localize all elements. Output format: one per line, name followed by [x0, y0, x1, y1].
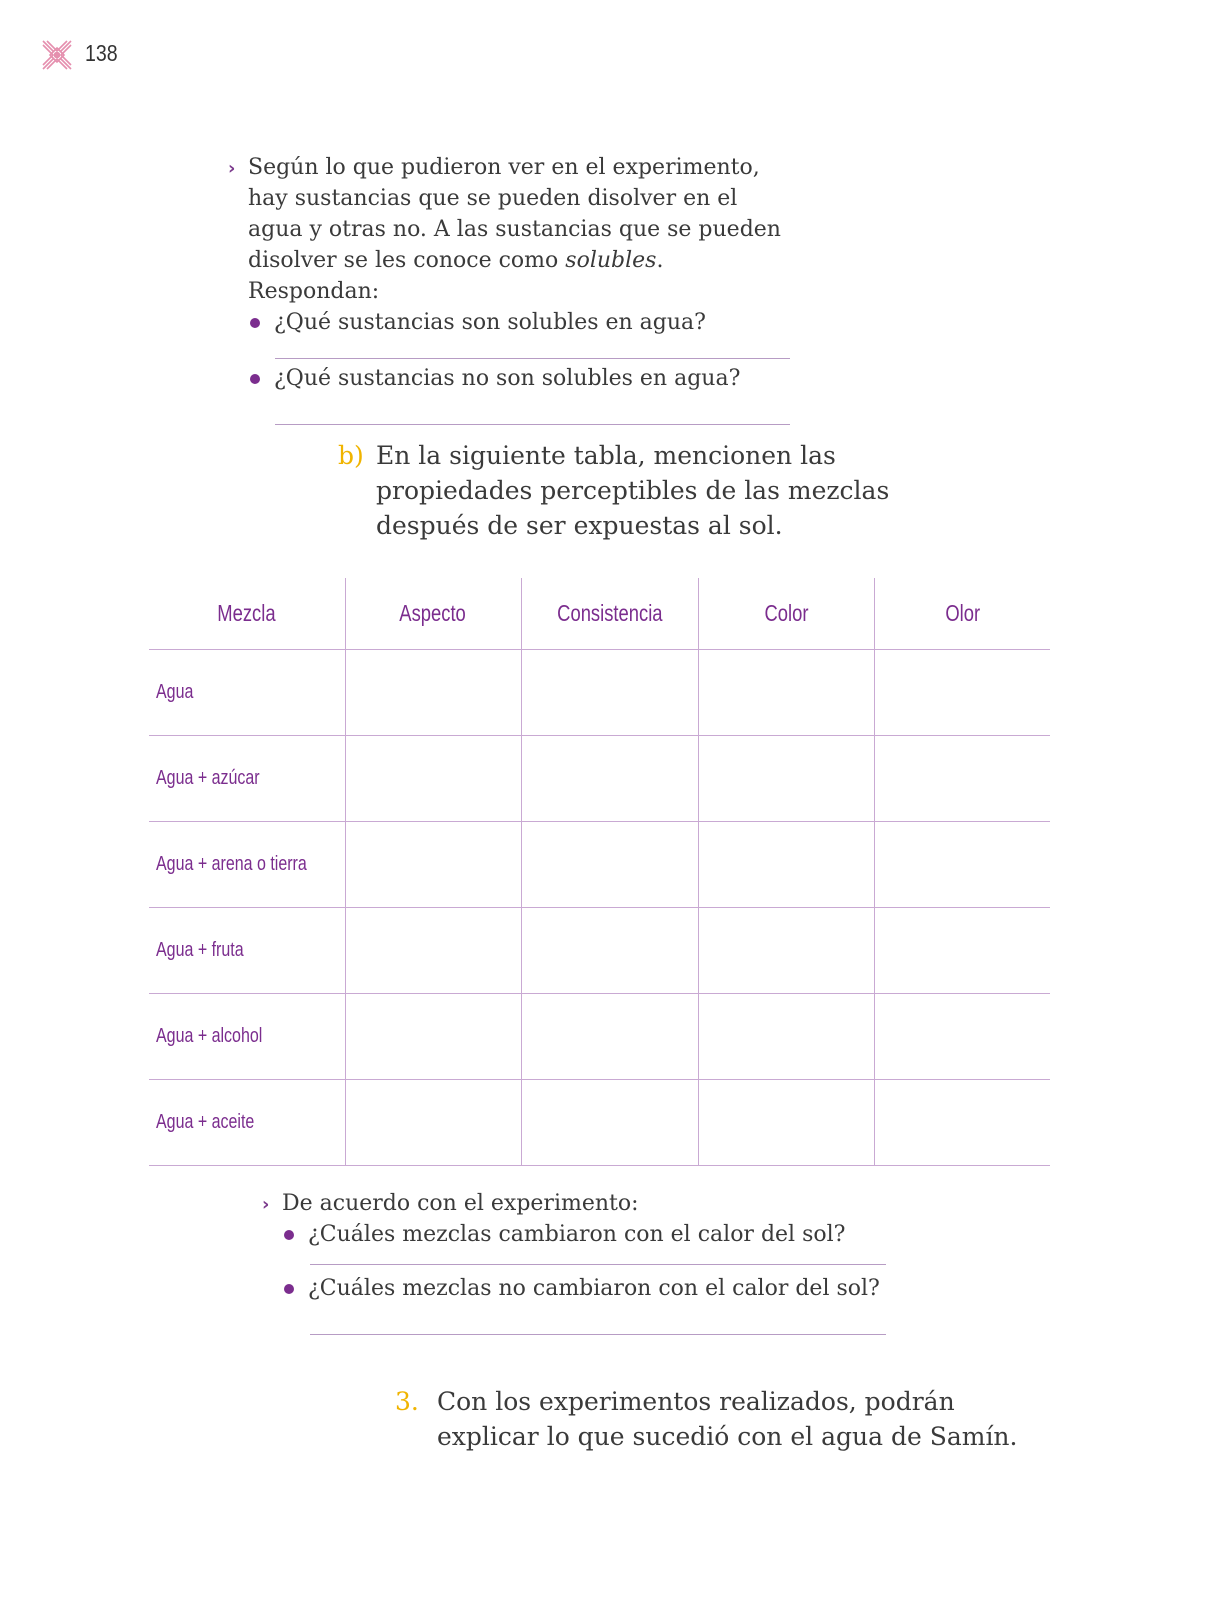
- answer-cell[interactable]: [874, 822, 1050, 908]
- answer-cell[interactable]: [874, 736, 1050, 822]
- answer-line[interactable]: [310, 1334, 886, 1335]
- answer-cell[interactable]: [698, 736, 874, 822]
- bullet-icon: [284, 1230, 294, 1240]
- item-marker: 3.: [395, 1387, 419, 1416]
- answer-cell[interactable]: [874, 994, 1050, 1080]
- column-header: Color: [698, 578, 874, 650]
- table-row: [149, 1080, 1050, 1166]
- chevron-right-icon: ›: [262, 1194, 270, 1215]
- page-number: 138: [85, 40, 118, 66]
- answer-cell[interactable]: [698, 650, 874, 736]
- column-header: Mezcla: [149, 578, 345, 650]
- row-label: Agua + fruta: [149, 908, 345, 994]
- question-1-intro: › Según lo que pudieron ver en el experimento, hay sustancias que se pueden disolver en el agua y otras no. A las sustancias que se pueden disolver se les conoce como solubles. Respondan:: [228, 155, 781, 304]
- mixtures-table: [149, 578, 1050, 1166]
- instruction-b-text: En la siguiente tabla, mencionen las propiedades perceptibles de las mezclas después de ser expuestas al sol.: [376, 441, 890, 540]
- answer-cell[interactable]: [698, 908, 874, 994]
- instruction-b: [338, 438, 898, 543]
- answer-cell[interactable]: [345, 1080, 521, 1166]
- instruction-3-text: Con los experimentos realizados, podrán explicar lo que sucedió con el agua de Samín.: [437, 1387, 1018, 1451]
- answer-cell[interactable]: [698, 822, 874, 908]
- row-label: Agua + azúcar: [149, 736, 345, 822]
- question-2-bullet: ¿Cuáles mezclas no cambiaron con el calor del sol?: [262, 1273, 902, 1304]
- bullet-icon: [250, 374, 260, 384]
- answer-cell[interactable]: [345, 994, 521, 1080]
- answer-cell[interactable]: [874, 908, 1050, 994]
- row-label: Agua + alcohol: [149, 994, 345, 1080]
- chevron-right-icon: ›: [228, 158, 236, 179]
- answer-cell[interactable]: [698, 994, 874, 1080]
- table-row: [149, 736, 1050, 822]
- answer-cell[interactable]: [345, 650, 521, 736]
- answer-cell[interactable]: [698, 1080, 874, 1166]
- row-label: Agua + arena o tierra: [149, 822, 345, 908]
- answer-cell[interactable]: [521, 1080, 698, 1166]
- answer-cell[interactable]: [874, 1080, 1050, 1166]
- question-2: [262, 1188, 902, 1335]
- question-1-bullet: ¿Qué sustancias no son solubles en agua?: [228, 363, 798, 394]
- answer-line[interactable]: [275, 424, 790, 425]
- question-2-intro: › De acuerdo con el experimento:: [262, 1188, 902, 1219]
- answer-cell[interactable]: [521, 994, 698, 1080]
- solubles-emphasis: solubles: [565, 248, 657, 273]
- question-2-bullet: ¿Cuáles mezclas cambiaron con el calor del sol?: [262, 1219, 902, 1250]
- answer-line[interactable]: [310, 1264, 886, 1265]
- column-header: Aspecto: [345, 578, 521, 650]
- answer-cell[interactable]: [521, 908, 698, 994]
- row-label: Agua: [149, 650, 345, 736]
- answer-cell[interactable]: [345, 736, 521, 822]
- row-label: Agua + aceite: [149, 1080, 345, 1166]
- star-ornament-icon: [40, 38, 74, 72]
- table-header-row: [149, 578, 1050, 650]
- answer-cell[interactable]: [345, 822, 521, 908]
- bullet-icon: [250, 318, 260, 328]
- answer-cell[interactable]: [521, 736, 698, 822]
- answer-cell[interactable]: [874, 650, 1050, 736]
- answer-line[interactable]: [275, 358, 790, 359]
- answer-cell[interactable]: [521, 650, 698, 736]
- table-row: [149, 822, 1050, 908]
- table-row: [149, 994, 1050, 1080]
- question-1-bullet: ¿Qué sustancias son solubles en agua?: [228, 307, 798, 338]
- item-marker: b): [338, 441, 364, 470]
- answer-cell[interactable]: [345, 908, 521, 994]
- instruction-3: [395, 1384, 1035, 1454]
- table-row: [149, 908, 1050, 994]
- bullet-icon: [284, 1284, 294, 1294]
- answer-cell[interactable]: [521, 822, 698, 908]
- column-header: Olor: [874, 578, 1050, 650]
- question-1: [228, 152, 798, 425]
- table-row: [149, 650, 1050, 736]
- column-header: Consistencia: [521, 578, 698, 650]
